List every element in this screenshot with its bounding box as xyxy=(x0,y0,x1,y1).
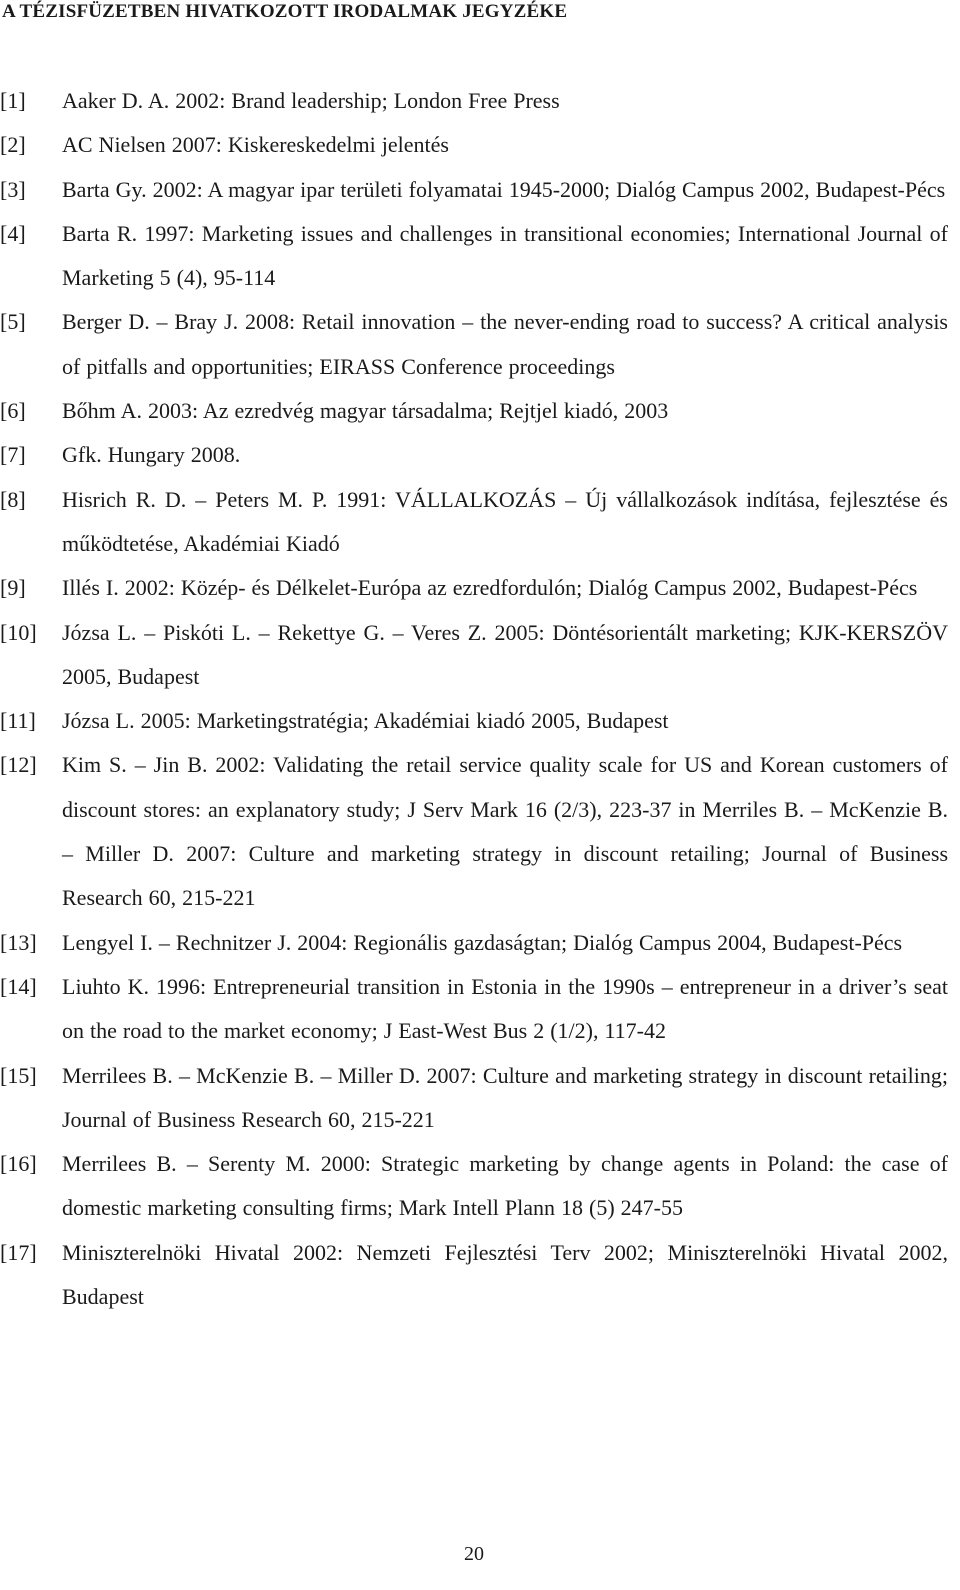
reference-number: [7] xyxy=(0,442,26,468)
reference-item xyxy=(0,566,948,610)
reference-item xyxy=(0,123,948,167)
reference-item xyxy=(0,965,948,1054)
reference-item xyxy=(0,743,948,920)
reference-item xyxy=(0,1054,948,1143)
reference-text: AC Nielsen 2007: Kiskereskedelmi jelentés xyxy=(62,132,449,158)
reference-text: Gfk. Hungary 2008. xyxy=(62,442,241,468)
reference-text: Barta Gy. 2002: A magyar ipar területi folyamatai 1945-2000; Dialóg Campus 2002, Budapest-Pécs xyxy=(62,176,946,202)
reference-item xyxy=(0,212,948,301)
reference-text: Bőhm A. 2003: Az ezredvég magyar társadalma; Rejtjel kiadó, 2003 xyxy=(62,398,669,424)
reference-text: Kim S. – Jin B. 2002: Validating the retail service quality scale for US and Korean customers of discount stores: an explanatory study; J Serv Mark 16 (2/3), 223-37 in Merriles B. – McKenzie B. – Miller D. 2007: Culture and marketing strategy in discount retailing; Journal of Business Research 60, 215-221 xyxy=(62,752,948,911)
reference-number: [12] xyxy=(0,752,37,778)
reference-number: [14] xyxy=(0,973,37,999)
page-number: 20 xyxy=(464,1543,484,1565)
reference-number: [5] xyxy=(0,309,26,335)
reference-text: Illés I. 2002: Közép- és Délkelet-Európa az ezredfordulón; Dialóg Campus 2002, Budapest-Pécs xyxy=(62,575,918,601)
reference-number: [4] xyxy=(0,220,26,246)
reference-number: [13] xyxy=(0,929,37,955)
reference-text: Merrilees B. – McKenzie B. – Miller D. 2007: Culture and marketing strategy in discount retailing; Journal of Business Research 60, 215-221 xyxy=(62,1062,948,1132)
reference-text: Merrilees B. – Serenty M. 2000: Strategic marketing by change agents in Poland: the case of domestic marketing consulting firms; Mark Intell Plann 18 (5) 247-55 xyxy=(62,1151,948,1221)
reference-item xyxy=(0,168,948,212)
reference-number: [17] xyxy=(0,1239,37,1265)
reference-number: [16] xyxy=(0,1151,37,1177)
reference-number: [1] xyxy=(0,88,26,113)
reference-text: Józsa L. – Piskóti L. – Rekettye G. – Veres Z. 2005: Döntésorientált marketing; KJK-KERSZÖV 2005, Budapest xyxy=(62,619,948,689)
reference-text: Barta R. 1997: Marketing issues and challenges in transitional economies; International Journal of Marketing 5 (4), 95-114 xyxy=(62,220,948,291)
reference-text: Miniszterelnöki Hivatal 2002: Nemzeti Fejlesztési Terv 2002; Miniszterelnöki Hivatal 2002, Budapest xyxy=(62,1239,948,1310)
reference-item xyxy=(0,79,948,123)
reference-text: Lengyel I. – Rechnitzer J. 2004: Regionális gazdaságtan; Dialóg Campus 2004, Budapest-Pécs xyxy=(62,929,903,955)
reference-item xyxy=(0,699,948,743)
reference-number: [15] xyxy=(0,1062,37,1088)
reference-number: [6] xyxy=(0,398,26,424)
reference-list xyxy=(0,79,948,1319)
reference-text: Liuhto K. 1996: Entrepreneurial transition in Estonia in the 1990s – entrepreneur in a driver’s seat on the road to the market economy; J East-West Bus 2 (1/2), 117-42 xyxy=(62,973,948,1044)
reference-text: Józsa L. 2005: Marketingstratégia; Akadémiai kiadó 2005, Budapest xyxy=(62,708,669,734)
reference-text: Hisrich R. D. – Peters M. P. 1991: VÁLLALKOZÁS – Új vállalkozások indítása, fejlesztése és működtetése, Akadémiai Kiadó xyxy=(62,486,948,556)
reference-text: Berger D. – Bray J. 2008: Retail innovation – the never-ending road to success? A critical analysis of pitfalls and opportunities; EIRASS Conference proceedings xyxy=(62,309,948,379)
reference-number: [11] xyxy=(0,708,36,734)
reference-item xyxy=(0,433,948,477)
reference-text: Aaker D. A. 2002: Brand leadership; London Free Press xyxy=(62,88,560,113)
reference-number: [3] xyxy=(0,176,26,202)
reference-item xyxy=(0,478,948,567)
reference-number: [10] xyxy=(0,619,37,645)
reference-item xyxy=(0,389,948,433)
reference-number: [8] xyxy=(0,486,26,512)
reference-number: [2] xyxy=(0,132,26,158)
section-heading: A TÉZISFÜZETBEN HIVATKOZOTT IRODALMAK JEGYZÉKE xyxy=(2,1,568,22)
reference-item xyxy=(0,1142,948,1231)
reference-number: [9] xyxy=(0,575,26,601)
reference-item xyxy=(0,1231,948,1320)
reference-item xyxy=(0,921,948,965)
reference-item xyxy=(0,300,948,389)
reference-item xyxy=(0,611,948,700)
